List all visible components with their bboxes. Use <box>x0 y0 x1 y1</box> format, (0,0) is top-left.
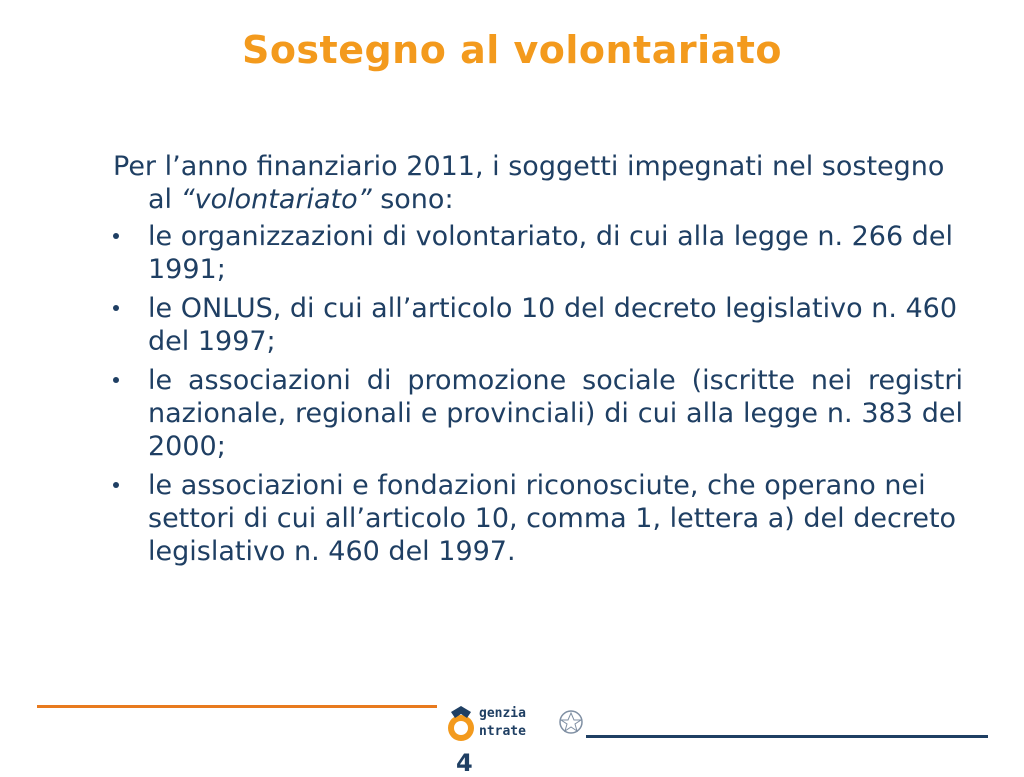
intro-suffix: sono: <box>371 184 454 215</box>
logo-text-line1: genzia <box>479 706 526 721</box>
list-item-text: le organizzazioni di volontariato, di cui alla legge n. 266 del 1991; <box>148 221 953 285</box>
bullet-dot-icon <box>113 482 119 488</box>
footer-divider-right <box>586 735 988 738</box>
bullet-dot-icon <box>113 305 119 311</box>
slide-title: Sostegno al volontariato <box>241 28 783 72</box>
footer-divider-left <box>37 705 437 708</box>
list-item <box>113 364 963 463</box>
bullet-dot-icon <box>113 233 119 239</box>
logo-text-line2: ntrate <box>479 724 526 739</box>
intro-emphasis: “volontariato” <box>180 184 372 215</box>
list-item <box>113 469 963 568</box>
list-item-text: le ONLUS, di cui all’articolo 10 del decreto legislativo n. 460 del 1997; <box>148 293 958 357</box>
page-number: 4 <box>456 749 473 777</box>
bullet-dot-icon <box>113 377 119 383</box>
list-item-text: le associazioni e fondazioni riconosciute, che operano nei settori di cui all’articolo 10, comma 1, lettera a) del decreto legislativo n. 460 del 1997. <box>148 470 957 567</box>
intro-prefix: Per l’anno finanziario 2011, i soggetti impegnati nel sostegno al <box>113 151 945 215</box>
agenzia-entrate-logo <box>443 704 583 744</box>
list-item <box>113 220 963 286</box>
bullet-list <box>113 220 963 568</box>
list-item-text: le associazioni di promozione sociale (iscritte nei registri nazionale, regionali e provinciali) di cui alla legge n. 383 del 2000; <box>148 365 963 462</box>
slide-body <box>113 150 963 574</box>
intro-paragraph <box>113 150 963 216</box>
list-item <box>113 292 963 358</box>
